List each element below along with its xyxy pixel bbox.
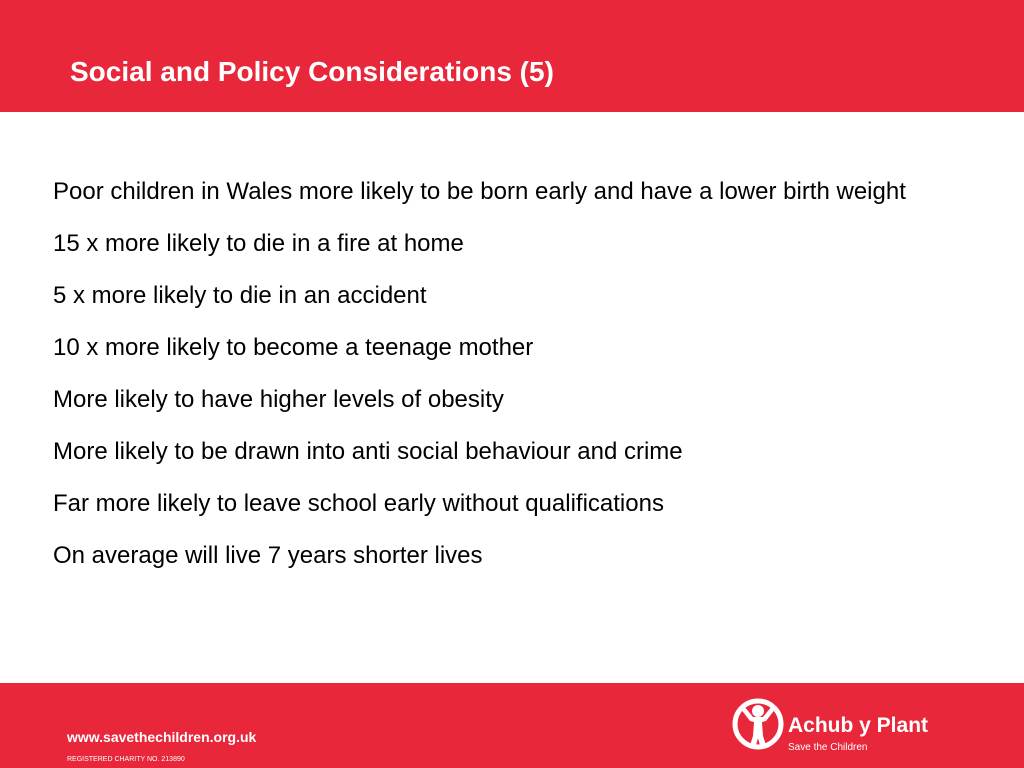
bullet-list: [53, 175, 993, 591]
bullet-item: More likely to have higher levels of obesity: [53, 386, 504, 413]
bullet-item: 5 x more likely to die in an accident: [53, 282, 427, 309]
bullet-item: On average will live 7 years shorter lives: [53, 542, 483, 569]
charity-number: REGISTERED CHARITY NO. 213890: [67, 756, 185, 763]
bullet-item: More likely to be drawn into anti social behaviour and crime: [53, 438, 683, 465]
bullet-item: 10 x more likely to become a teenage mother: [53, 334, 534, 361]
logo-tagline: Save the Children: [788, 742, 868, 753]
logo-name: Achub y Plant: [788, 714, 929, 737]
save-the-children-child-icon: [732, 694, 784, 754]
save-the-children-logo: [732, 694, 947, 760]
bullet-item: Poor children in Wales more likely to be born early and have a lower birth weight: [53, 178, 906, 205]
website-link[interactable]: www.savethechildren.org.uk: [67, 729, 257, 745]
slide-title: Social and Policy Considerations (5): [70, 56, 554, 87]
bullet-item: Far more likely to leave school early without qualifications: [53, 490, 664, 517]
bullet-item: 15 x more likely to die in a fire at home: [53, 230, 464, 257]
